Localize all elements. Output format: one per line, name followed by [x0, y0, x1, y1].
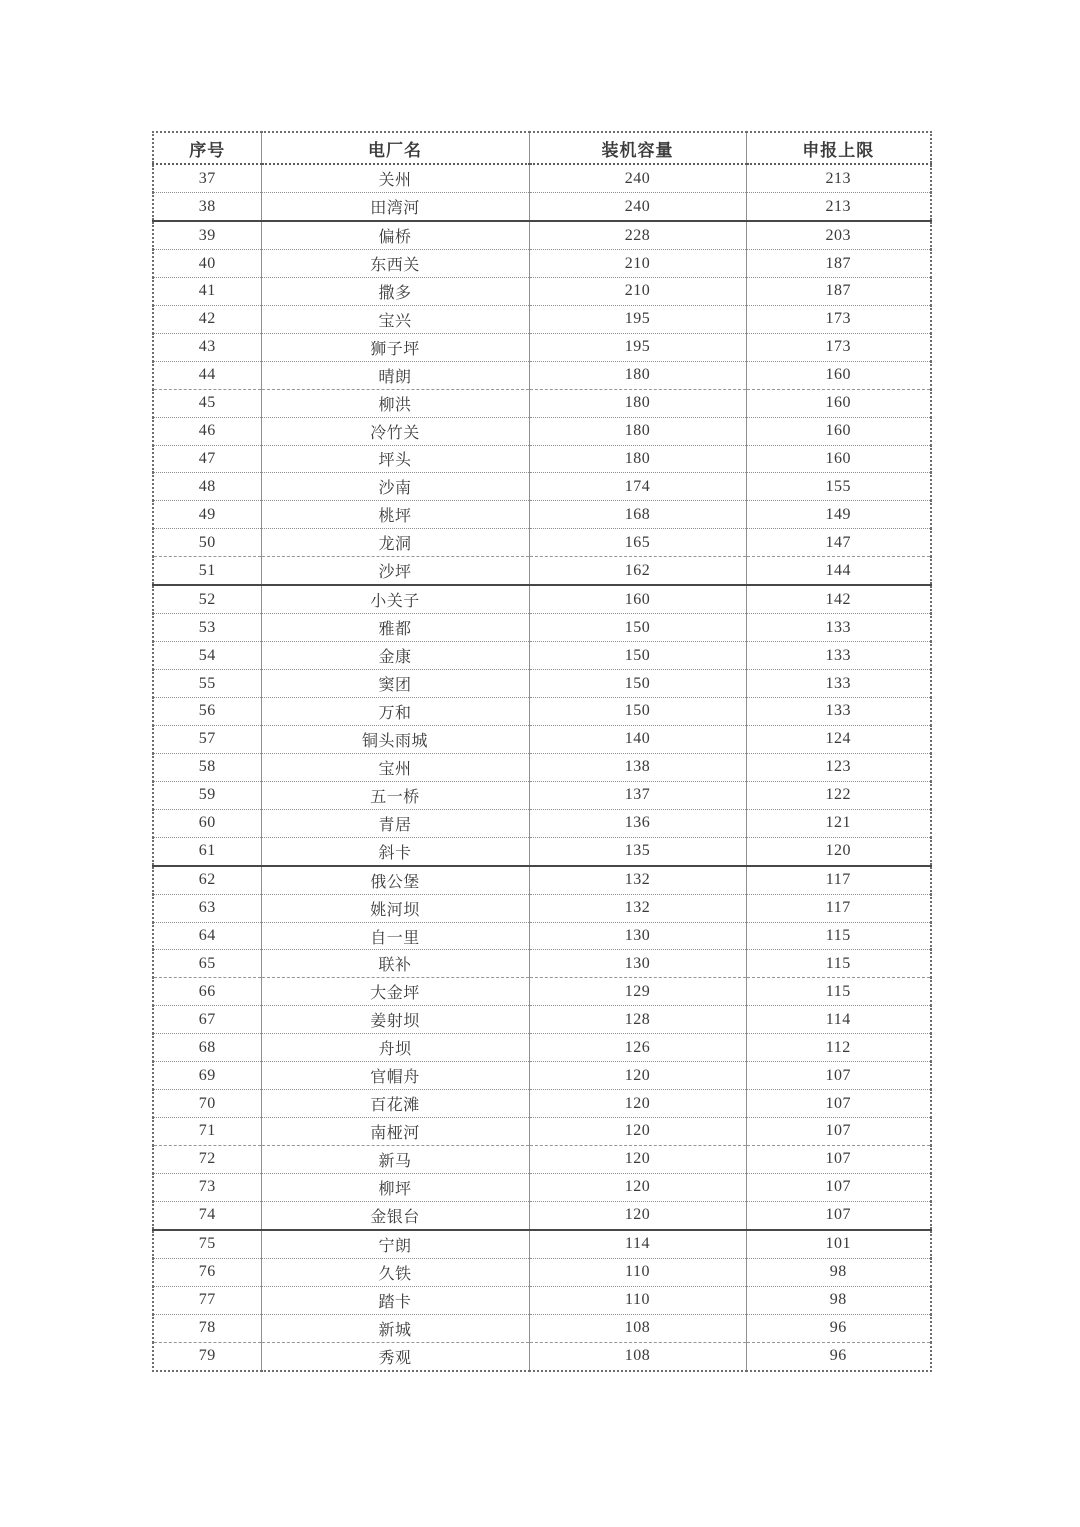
- cell-serial-number: 70: [153, 1090, 261, 1118]
- cell-plant-name: 小关子: [261, 585, 529, 614]
- cell-serial-number: 74: [153, 1201, 261, 1230]
- cell-plant-name: 舟坝: [261, 1034, 529, 1062]
- cell-bid-ceiling: 187: [746, 250, 931, 278]
- cell-installed-capacity: 130: [529, 922, 746, 950]
- cell-bid-ceiling: 133: [746, 642, 931, 670]
- cell-bid-ceiling: 117: [746, 894, 931, 922]
- cell-plant-name: 百花滩: [261, 1090, 529, 1118]
- cell-serial-number: 53: [153, 614, 261, 642]
- cell-serial-number: 44: [153, 361, 261, 389]
- table-row: [153, 670, 931, 698]
- table-row: [153, 164, 931, 193]
- table-row: [153, 557, 931, 586]
- cell-installed-capacity: 180: [529, 445, 746, 473]
- cell-plant-name: 撒多: [261, 277, 529, 305]
- cell-plant-name: 冷竹关: [261, 417, 529, 445]
- cell-plant-name: 坪头: [261, 445, 529, 473]
- cell-serial-number: 58: [153, 753, 261, 781]
- cell-bid-ceiling: 107: [746, 1118, 931, 1146]
- cell-installed-capacity: 180: [529, 417, 746, 445]
- cell-plant-name: 姜射坝: [261, 1006, 529, 1034]
- header-serial-number: 序号: [153, 132, 261, 164]
- cell-installed-capacity: 195: [529, 305, 746, 333]
- cell-bid-ceiling: 115: [746, 978, 931, 1006]
- table-row: [153, 1145, 931, 1173]
- cell-bid-ceiling: 122: [746, 781, 931, 809]
- cell-bid-ceiling: 96: [746, 1314, 931, 1342]
- cell-plant-name: 金银台: [261, 1201, 529, 1230]
- cell-plant-name: 五一桥: [261, 781, 529, 809]
- cell-bid-ceiling: 114: [746, 1006, 931, 1034]
- cell-serial-number: 49: [153, 501, 261, 529]
- cell-bid-ceiling: 101: [746, 1230, 931, 1259]
- cell-serial-number: 56: [153, 697, 261, 725]
- cell-installed-capacity: 168: [529, 501, 746, 529]
- cell-plant-name: 联补: [261, 950, 529, 978]
- cell-bid-ceiling: 213: [746, 164, 931, 193]
- cell-plant-name: 晴朗: [261, 361, 529, 389]
- table-row: [153, 697, 931, 725]
- table-row: [153, 250, 931, 278]
- table-row: [153, 978, 931, 1006]
- cell-bid-ceiling: 112: [746, 1034, 931, 1062]
- cell-installed-capacity: 128: [529, 1006, 746, 1034]
- cell-plant-name: 东西关: [261, 250, 529, 278]
- cell-bid-ceiling: 117: [746, 866, 931, 895]
- cell-plant-name: 龙洞: [261, 529, 529, 557]
- cell-serial-number: 52: [153, 585, 261, 614]
- cell-serial-number: 73: [153, 1173, 261, 1201]
- cell-installed-capacity: 137: [529, 781, 746, 809]
- cell-bid-ceiling: 133: [746, 614, 931, 642]
- cell-serial-number: 37: [153, 164, 261, 193]
- cell-bid-ceiling: 213: [746, 193, 931, 222]
- cell-bid-ceiling: 142: [746, 585, 931, 614]
- table-row: [153, 445, 931, 473]
- cell-serial-number: 40: [153, 250, 261, 278]
- cell-plant-name: 田湾河: [261, 193, 529, 222]
- cell-installed-capacity: 108: [529, 1314, 746, 1342]
- cell-serial-number: 54: [153, 642, 261, 670]
- cell-installed-capacity: 162: [529, 557, 746, 586]
- cell-installed-capacity: 132: [529, 894, 746, 922]
- cell-bid-ceiling: 173: [746, 333, 931, 361]
- cell-bid-ceiling: 107: [746, 1062, 931, 1090]
- table-row: [153, 1034, 931, 1062]
- cell-installed-capacity: 150: [529, 697, 746, 725]
- cell-plant-name: 青居: [261, 809, 529, 837]
- table-row: [153, 193, 931, 222]
- cell-installed-capacity: 174: [529, 473, 746, 501]
- table-row: [153, 809, 931, 837]
- cell-serial-number: 48: [153, 473, 261, 501]
- cell-bid-ceiling: 160: [746, 361, 931, 389]
- cell-plant-name: 官帽舟: [261, 1062, 529, 1090]
- cell-serial-number: 50: [153, 529, 261, 557]
- cell-installed-capacity: 180: [529, 361, 746, 389]
- table-row: [153, 305, 931, 333]
- cell-serial-number: 47: [153, 445, 261, 473]
- table-row: [153, 389, 931, 417]
- cell-installed-capacity: 160: [529, 585, 746, 614]
- cell-serial-number: 72: [153, 1145, 261, 1173]
- cell-serial-number: 46: [153, 417, 261, 445]
- cell-installed-capacity: 120: [529, 1062, 746, 1090]
- cell-bid-ceiling: 160: [746, 389, 931, 417]
- cell-installed-capacity: 150: [529, 670, 746, 698]
- header-installed-capacity: 装机容量: [529, 132, 746, 164]
- cell-bid-ceiling: 155: [746, 473, 931, 501]
- cell-installed-capacity: 228: [529, 221, 746, 250]
- cell-plant-name: 金康: [261, 642, 529, 670]
- cell-installed-capacity: 126: [529, 1034, 746, 1062]
- table-row: [153, 1201, 931, 1230]
- cell-serial-number: 63: [153, 894, 261, 922]
- cell-plant-name: 桃坪: [261, 501, 529, 529]
- cell-serial-number: 45: [153, 389, 261, 417]
- cell-installed-capacity: 120: [529, 1201, 746, 1230]
- cell-serial-number: 66: [153, 978, 261, 1006]
- table-row: [153, 277, 931, 305]
- table-row: [153, 1314, 931, 1342]
- cell-plant-name: 窦团: [261, 670, 529, 698]
- cell-installed-capacity: 210: [529, 277, 746, 305]
- cell-installed-capacity: 180: [529, 389, 746, 417]
- cell-plant-name: 久铁: [261, 1258, 529, 1286]
- table-row: [153, 753, 931, 781]
- cell-serial-number: 57: [153, 725, 261, 753]
- cell-plant-name: 大金坪: [261, 978, 529, 1006]
- cell-bid-ceiling: 203: [746, 221, 931, 250]
- cell-bid-ceiling: 123: [746, 753, 931, 781]
- cell-plant-name: 铜头雨城: [261, 725, 529, 753]
- cell-installed-capacity: 150: [529, 642, 746, 670]
- cell-installed-capacity: 165: [529, 529, 746, 557]
- table-row: [153, 781, 931, 809]
- cell-installed-capacity: 110: [529, 1286, 746, 1314]
- cell-serial-number: 79: [198, 1347, 216, 1365]
- cell-installed-capacity: 120: [529, 1145, 746, 1173]
- table-header-row: [153, 132, 931, 164]
- cell-installed-capacity: 136: [529, 809, 746, 837]
- cell-serial-number: 76: [153, 1258, 261, 1286]
- table-row: [153, 642, 931, 670]
- cell-bid-ceiling: 133: [746, 670, 931, 698]
- cell-plant-name: 姚河坝: [261, 894, 529, 922]
- cell-bid-ceiling: 98: [746, 1258, 931, 1286]
- cell-installed-capacity: 138: [529, 753, 746, 781]
- table-row: [153, 333, 931, 361]
- table-row: [153, 221, 931, 250]
- cell-plant-name: 狮子坪: [261, 333, 529, 361]
- cell-installed-capacity: 130: [529, 950, 746, 978]
- cell-plant-name: 斜卡: [261, 837, 529, 866]
- cell-plant-name: 秀观: [261, 1342, 529, 1371]
- table-row: [153, 1118, 931, 1146]
- cell-bid-ceiling: 173: [746, 305, 931, 333]
- cell-serial-number: 68: [153, 1034, 261, 1062]
- table-row: [153, 837, 931, 866]
- cell-serial-number: 64: [153, 922, 261, 950]
- table-row: [153, 725, 931, 753]
- cell-plant-name: 万和: [261, 697, 529, 725]
- cell-bid-ceiling: 115: [746, 950, 931, 978]
- cell-installed-capacity: 120: [529, 1173, 746, 1201]
- table-row: [153, 894, 931, 922]
- cell-plant-name: 关州: [261, 164, 529, 193]
- cell-serial-number: 43: [153, 333, 261, 361]
- table-body: [153, 164, 931, 1371]
- cell-bid-ceiling: 160: [746, 445, 931, 473]
- cell-installed-capacity: 110: [529, 1258, 746, 1286]
- cell-serial-number: 42: [153, 305, 261, 333]
- cell-installed-capacity: 210: [529, 250, 746, 278]
- cell-installed-capacity: 108: [529, 1342, 746, 1371]
- cell-plant-name: 南桠河: [261, 1118, 529, 1146]
- cell-serial-number: 39: [153, 221, 261, 250]
- cell-installed-capacity: 135: [529, 837, 746, 866]
- header-plant-name: 电厂名: [261, 132, 529, 164]
- table-row: [153, 473, 931, 501]
- cell-serial-number: 61: [153, 837, 261, 866]
- cell-serial-number: 55: [153, 670, 261, 698]
- cell-installed-capacity: 150: [529, 614, 746, 642]
- cell-bid-ceiling: 107: [746, 1090, 931, 1118]
- table-row: [153, 1062, 931, 1090]
- cell-serial-number: 65: [153, 950, 261, 978]
- cell-serial-number: 62: [153, 866, 261, 895]
- cell-serial-number: 59: [153, 781, 261, 809]
- cell-bid-ceiling: 96: [746, 1342, 931, 1371]
- cell-bid-ceiling: 115: [746, 922, 931, 950]
- cell-serial-number: 69: [153, 1062, 261, 1090]
- cell-installed-capacity: 140: [529, 725, 746, 753]
- cell-installed-capacity: 120: [529, 1090, 746, 1118]
- cell-installed-capacity: 240: [529, 164, 746, 193]
- cell-installed-capacity: 120: [529, 1118, 746, 1146]
- table-row: [153, 1173, 931, 1201]
- table-row: [153, 1090, 931, 1118]
- cell-serial-number: 75: [153, 1230, 261, 1259]
- table-row: [153, 866, 931, 895]
- table-row: [153, 1342, 931, 1371]
- cell-bid-ceiling: 144: [746, 557, 931, 586]
- table-row: [153, 1286, 931, 1314]
- cell-bid-ceiling: 133: [746, 697, 931, 725]
- table-row: [153, 361, 931, 389]
- table-row: [153, 1006, 931, 1034]
- cell-plant-name: 自一里: [261, 922, 529, 950]
- cell-installed-capacity: 114: [529, 1230, 746, 1259]
- cell-plant-name: 柳洪: [261, 389, 529, 417]
- table-row: [153, 417, 931, 445]
- cell-plant-name: 踏卡: [261, 1286, 529, 1314]
- cell-installed-capacity: 129: [529, 978, 746, 1006]
- cell-serial-number: 41: [153, 277, 261, 305]
- cell-plant-name: 雅都: [261, 614, 529, 642]
- cell-plant-name: 新城: [261, 1314, 529, 1342]
- cell-plant-name: 偏桥: [261, 221, 529, 250]
- cell-bid-ceiling: 107: [746, 1145, 931, 1173]
- header-bid-ceiling: 申报上限: [746, 132, 931, 164]
- cell-serial-number: 67: [153, 1006, 261, 1034]
- table-row: [153, 922, 931, 950]
- table-row: [153, 585, 931, 614]
- cell-plant-name: 宝州: [261, 753, 529, 781]
- cell-plant-name: 新马: [261, 1145, 529, 1173]
- cell-plant-name: 柳坪: [261, 1173, 529, 1201]
- table-row: [153, 1258, 931, 1286]
- cell-bid-ceiling: 149: [746, 501, 931, 529]
- cell-bid-ceiling: 187: [746, 277, 931, 305]
- cell-bid-ceiling: 107: [746, 1173, 931, 1201]
- cell-bid-ceiling: 147: [746, 529, 931, 557]
- cell-bid-ceiling: 98: [746, 1286, 931, 1314]
- cell-serial-number: 38: [153, 193, 261, 222]
- cell-plant-name: 宝兴: [261, 305, 529, 333]
- cell-serial-number: 51: [153, 557, 261, 586]
- cell-serial-number: 77: [153, 1286, 261, 1314]
- cell-installed-capacity: 240: [529, 193, 746, 222]
- power-plant-table: [152, 131, 932, 1372]
- table-row: [153, 501, 931, 529]
- cell-bid-ceiling: 124: [746, 725, 931, 753]
- cell-plant-name: 俄公堡: [261, 866, 529, 895]
- cell-installed-capacity: 132: [529, 866, 746, 895]
- cell-serial-number: 78: [153, 1314, 261, 1342]
- cell-plant-name: 沙坪: [261, 557, 529, 586]
- table-row: [153, 950, 931, 978]
- cell-installed-capacity: 195: [529, 333, 746, 361]
- table-row: [153, 614, 931, 642]
- cell-bid-ceiling: 120: [746, 837, 931, 866]
- cell-serial-number: 60: [153, 809, 261, 837]
- cell-plant-name: 沙南: [261, 473, 529, 501]
- cell-bid-ceiling: 160: [746, 417, 931, 445]
- table-row: [153, 1230, 931, 1259]
- cell-bid-ceiling: 121: [746, 809, 931, 837]
- table-row: [153, 529, 931, 557]
- cell-bid-ceiling: 107: [746, 1201, 931, 1230]
- cell-plant-name: 宁朗: [261, 1230, 529, 1259]
- cell-serial-number: 71: [153, 1118, 261, 1146]
